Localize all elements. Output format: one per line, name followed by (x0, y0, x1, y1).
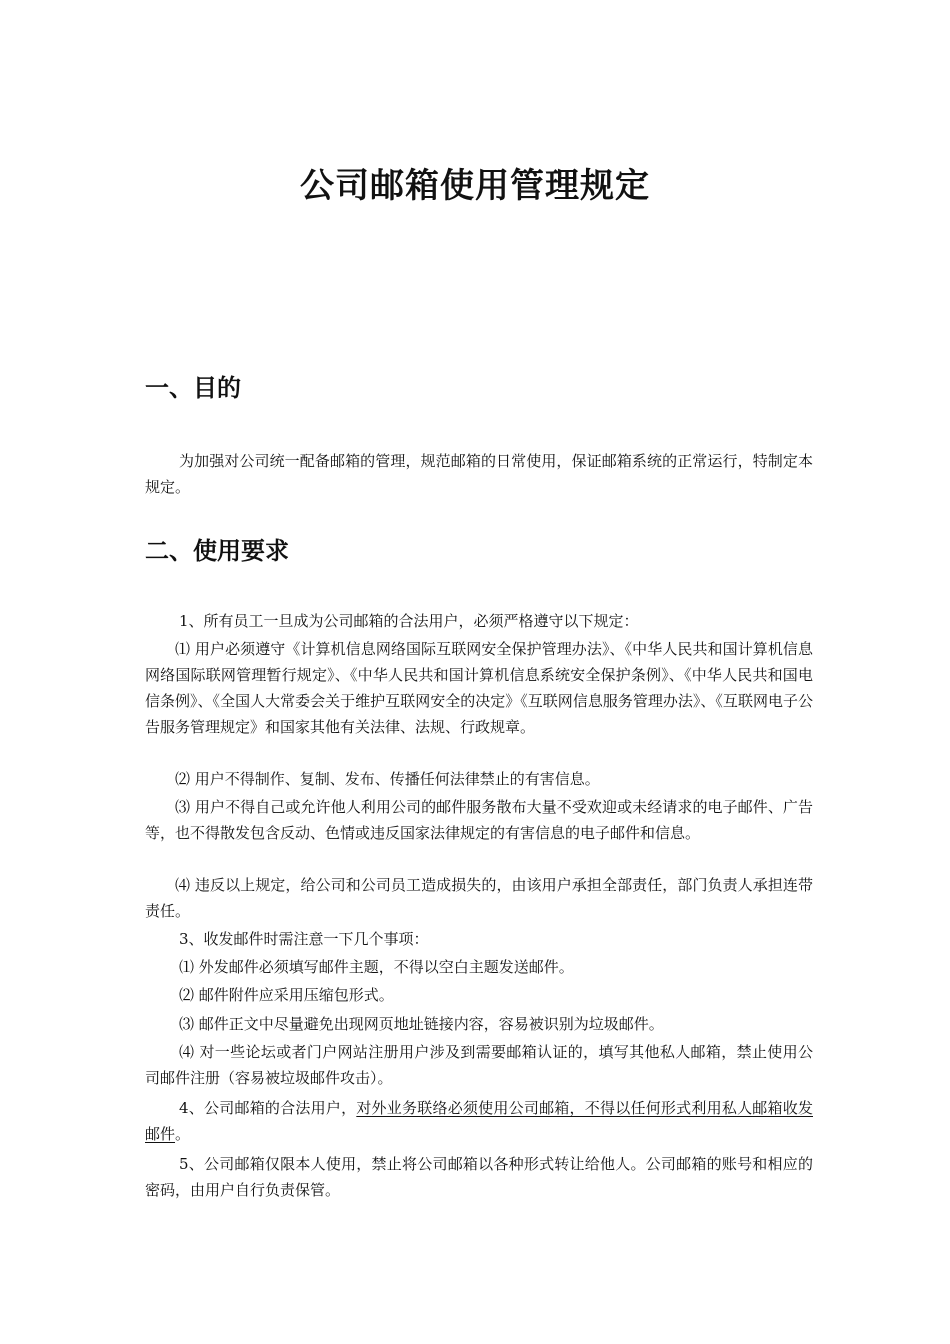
requirement-item-1-1: ⑴ 用户必须遵守《计算机信息网络国际互联网安全保护管理办法》、《中华人民共和国计算机信息网络国际联网管理暂行规定》、《中华人民共和国计算机信息系统安全保护条例》、《中华人民共和国电信条例》、《全国人大常委会关于维护互联网安全的决定》《互联网信息服务管理办法》、《互联网电子公告服务管理规定》和国家其他有关法律、法规、行政规章。 (145, 640, 813, 736)
requirement-item-1-3: ⑶ 用户不得自己或允许他人利用公司的邮件服务散布大量不受欢迎或未经请求的电子邮件、广告等，也不得散发包含反动、色情或违反国家法律规定的有害信息的电子邮件和信息。 (145, 798, 813, 842)
requirement-item-4 (145, 1095, 813, 1147)
requirement-item-3-3: ⑶ 邮件正文中尽量避免出现网页地址链接内容，容易被识别为垃圾邮件。 (179, 1015, 664, 1033)
section-heading-purpose: 一、目的 (145, 374, 241, 402)
requirement-item-3-4: ⑷ 对一些论坛或者门户网站注册用户涉及到需要邮箱认证的，填写其他私人邮箱，禁止使用公司邮件注册（容易被垃圾邮件攻击）。 (145, 1043, 813, 1087)
section-heading-requirements: 二、使用要求 (145, 537, 289, 565)
requirement-item-4-emphasis: 对外业务联络必须使用公司邮箱，不得以任何形式利用私人邮箱收发邮件 (145, 1099, 813, 1143)
requirement-item-1: 1、所有员工一旦成为公司邮箱的合法用户，必须严格遵守以下规定： (179, 612, 639, 630)
requirement-item-3: 3、收发邮件时需注意一下几个事项： (179, 930, 429, 948)
requirement-item-4-end: 。 (175, 1125, 191, 1143)
document-title: 公司邮箱使用管理规定 (300, 166, 650, 206)
requirement-item-1-4: ⑷ 违反以上规定，给公司和公司员工造成损失的，由该用户承担全部责任，部门负责人承担连带责任。 (145, 876, 813, 920)
requirement-item-5: 5、公司邮箱仅限本人使用，禁止将公司邮箱以各种形式转让给他人。公司邮箱的账号和相应的密码，由用户自行负责保管。 (145, 1155, 813, 1199)
requirement-item-4-lead: 4、公司邮箱的合法用户， (179, 1099, 357, 1117)
requirement-item-3-2: ⑵ 邮件附件应采用压缩包形式。 (179, 986, 394, 1004)
requirement-item-3-1: ⑴ 外发邮件必须填写邮件主题，不得以空白主题发送邮件。 (179, 958, 574, 976)
requirement-item-1-2: ⑵ 用户不得制作、复制、发布、传播任何法律禁止的有害信息。 (175, 770, 600, 788)
purpose-paragraph: 为加强对公司统一配备邮箱的管理，规范邮箱的日常使用，保证邮箱系统的正常运行，特制定本规定。 (145, 452, 813, 496)
